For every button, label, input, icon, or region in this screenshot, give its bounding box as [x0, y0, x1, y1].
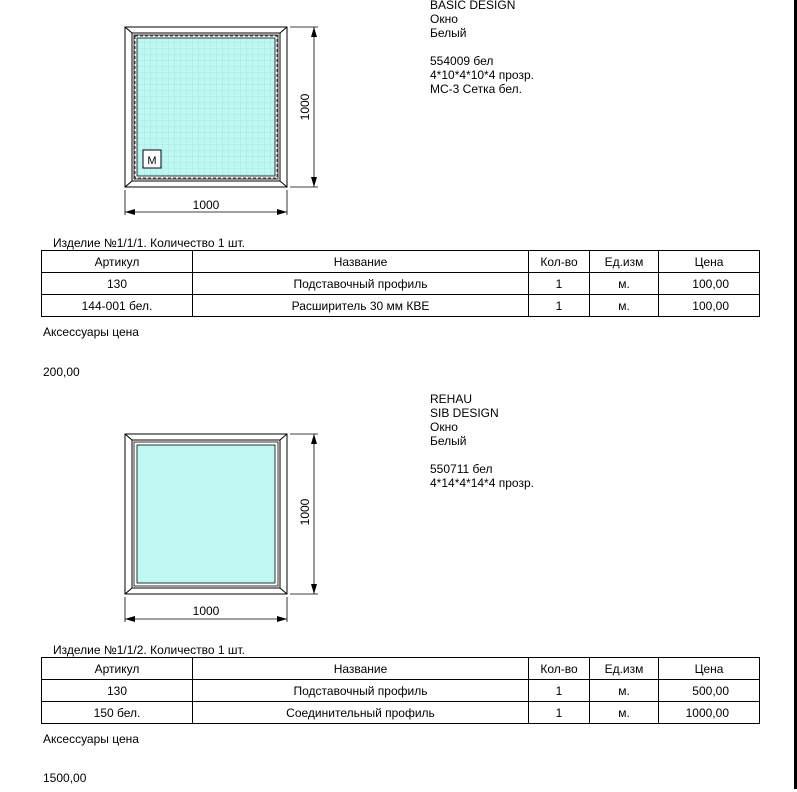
column-header-qty: Кол-во [529, 658, 590, 680]
accessories-value-1: 200,00 [43, 365, 80, 379]
spec-line: BASIC DESIGN [430, 0, 516, 12]
column-header-name: Название [193, 658, 529, 680]
cell-article: 144-001 бел. [42, 295, 193, 317]
accessories-label-1: Аксессуары цена [43, 325, 139, 339]
product-caption-2: Изделие №1/1/2. Количество 1 шт. [53, 643, 245, 657]
height-dimension-label: 1000 [298, 498, 312, 526]
column-header-unit: Ед.изм [590, 658, 659, 680]
cell-unit: м. [590, 702, 659, 724]
items-table-2 [41, 657, 760, 724]
cell-qty: 1 [529, 680, 590, 702]
cell-name: Соединительный профиль [193, 702, 529, 724]
cell-qty: 1 [529, 295, 590, 317]
spec-line: REHAU [430, 392, 473, 406]
spec-line: Окно [430, 420, 458, 434]
cell-unit: м. [590, 273, 659, 295]
column-header-price: Цена [659, 251, 760, 273]
cell-price: 100,00 [659, 273, 760, 295]
glass [137, 445, 275, 583]
table-row [42, 702, 760, 724]
column-header-name: Название [193, 251, 529, 273]
spec-line: 4*10*4*10*4 прозр. [430, 68, 534, 82]
table-row [42, 273, 760, 295]
width-dimension-label: 1000 [192, 604, 220, 618]
cell-unit: м. [590, 680, 659, 702]
column-header-price: Цена [659, 658, 760, 680]
window-drawing-1 [0, 0, 360, 225]
cell-article: 150 бел. [42, 702, 193, 724]
spec-gap [430, 448, 534, 462]
product-spec-2 [430, 392, 534, 490]
table-row [42, 295, 760, 317]
spec-line: Белый [430, 26, 467, 40]
column-header-qty: Кол-во [529, 251, 590, 273]
cell-article: 130 [42, 273, 193, 295]
cell-price: 1000,00 [659, 702, 760, 724]
spec-line: Белый [430, 434, 467, 448]
spec-line: Окно [430, 12, 458, 26]
product-caption-1: Изделие №1/1/1. Количество 1 шт. [53, 236, 245, 250]
product-spec-1 [430, 0, 534, 96]
product-section-2 [0, 392, 794, 792]
column-header-article: Артикул [42, 658, 193, 680]
cell-name: Подставочный профиль [193, 680, 529, 702]
window-drawing-2 [0, 392, 360, 632]
cell-qty: 1 [529, 273, 590, 295]
spec-line: МС-3 Сетка бел. [430, 82, 522, 96]
cell-name: Подставочный профиль [193, 273, 529, 295]
height-dimension-label: 1000 [298, 93, 312, 121]
cell-article: 130 [42, 680, 193, 702]
table-header-row [42, 251, 760, 273]
spec-line: 4*14*4*14*4 прозр. [430, 476, 534, 490]
table-row [42, 680, 760, 702]
column-header-unit: Ед.изм [590, 251, 659, 273]
accessories-value-2: 1500,00 [43, 771, 87, 785]
items-table-1 [41, 250, 760, 317]
cell-price: 500,00 [659, 680, 760, 702]
cell-price: 100,00 [659, 295, 760, 317]
spec-gap [430, 40, 534, 54]
width-dimension-label: 1000 [192, 198, 220, 212]
cell-unit: м. [590, 295, 659, 317]
mesh-mark-label: М [147, 155, 157, 167]
cell-name: Расширитель 30 мм КВЕ [193, 295, 529, 317]
accessories-label-2: Аксессуары цена [43, 732, 139, 746]
cell-qty: 1 [529, 702, 590, 724]
spec-line: SIB DESIGN [430, 406, 499, 420]
column-header-article: Артикул [42, 251, 193, 273]
spec-line: 554009 бел [430, 54, 494, 68]
table-header-row [42, 658, 760, 680]
spec-line: 550711 бел [430, 462, 493, 476]
